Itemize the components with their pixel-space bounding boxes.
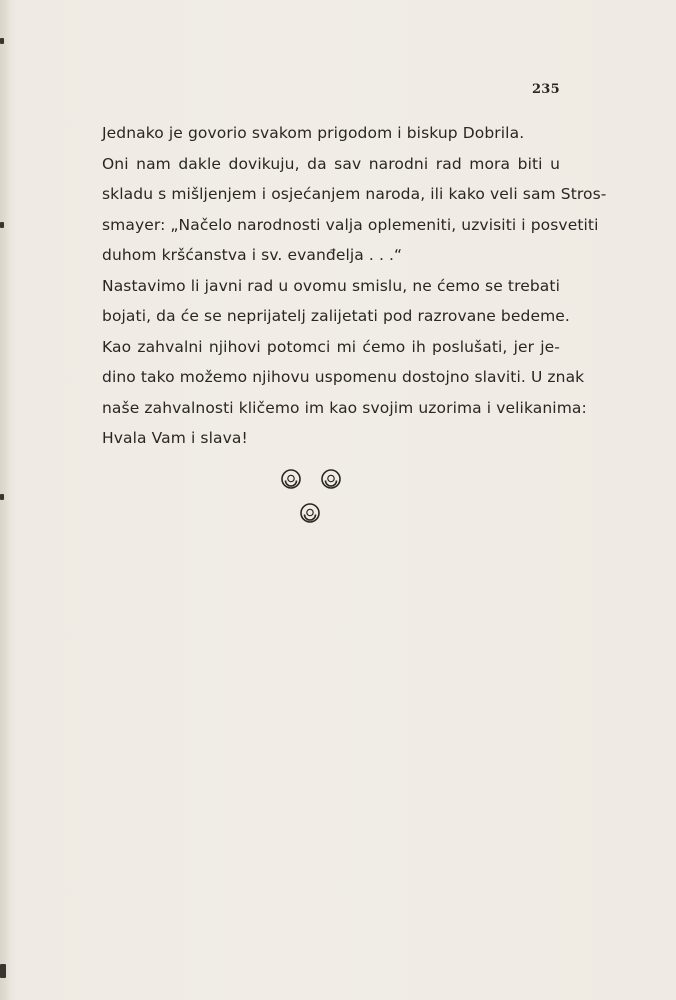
text-line: smayer: „Načelo narodnosti valja oplemeniti, uzvisiti i posvetiti [102, 215, 599, 234]
text-line: naše zahvalnosti kličemo im kao svojim uzorima i velikanima: [102, 398, 587, 417]
text-line: Nastavimo li javni rad u ovomu smislu, ne ćemo se trebati [102, 276, 560, 295]
ring-ornament-icon [280, 468, 302, 490]
text-line: Kao zahvalni njihovi potomci mi ćemo ih poslušati, jer je- [102, 337, 560, 356]
body-text [102, 118, 607, 454]
text-line: Jednako je govorio svakom prigodom i biskup Dobrila. [102, 124, 525, 142]
page-number: 235 [531, 82, 560, 97]
binding-mark [0, 38, 4, 44]
page-edge-shadow [0, 0, 10, 1000]
text-line: Hvala Vam i slava! [102, 429, 248, 447]
text-line: bojati, da će se neprijatelj zalijetati pod razrovane bedeme. [102, 307, 570, 325]
binding-mark [0, 494, 4, 500]
ring-ornament-icon [299, 502, 321, 524]
text-line: skladu s mišljenjem i osjećanjem naroda, ili kako veli sam Stros- [102, 185, 607, 203]
ring-ornament-icon [320, 468, 342, 490]
text-line: Oni nam dakle dovikuju, da sav narodni rad mora biti u [102, 154, 560, 173]
closing-ornament [278, 466, 348, 528]
binding-mark [0, 222, 4, 228]
binding-mark [0, 964, 6, 978]
text-line: duhom kršćanstva i sv. evanđelja . . .“ [102, 246, 403, 264]
text-line: dino tako možemo njihovu uspomenu dostojno slaviti. U znak [102, 368, 585, 386]
